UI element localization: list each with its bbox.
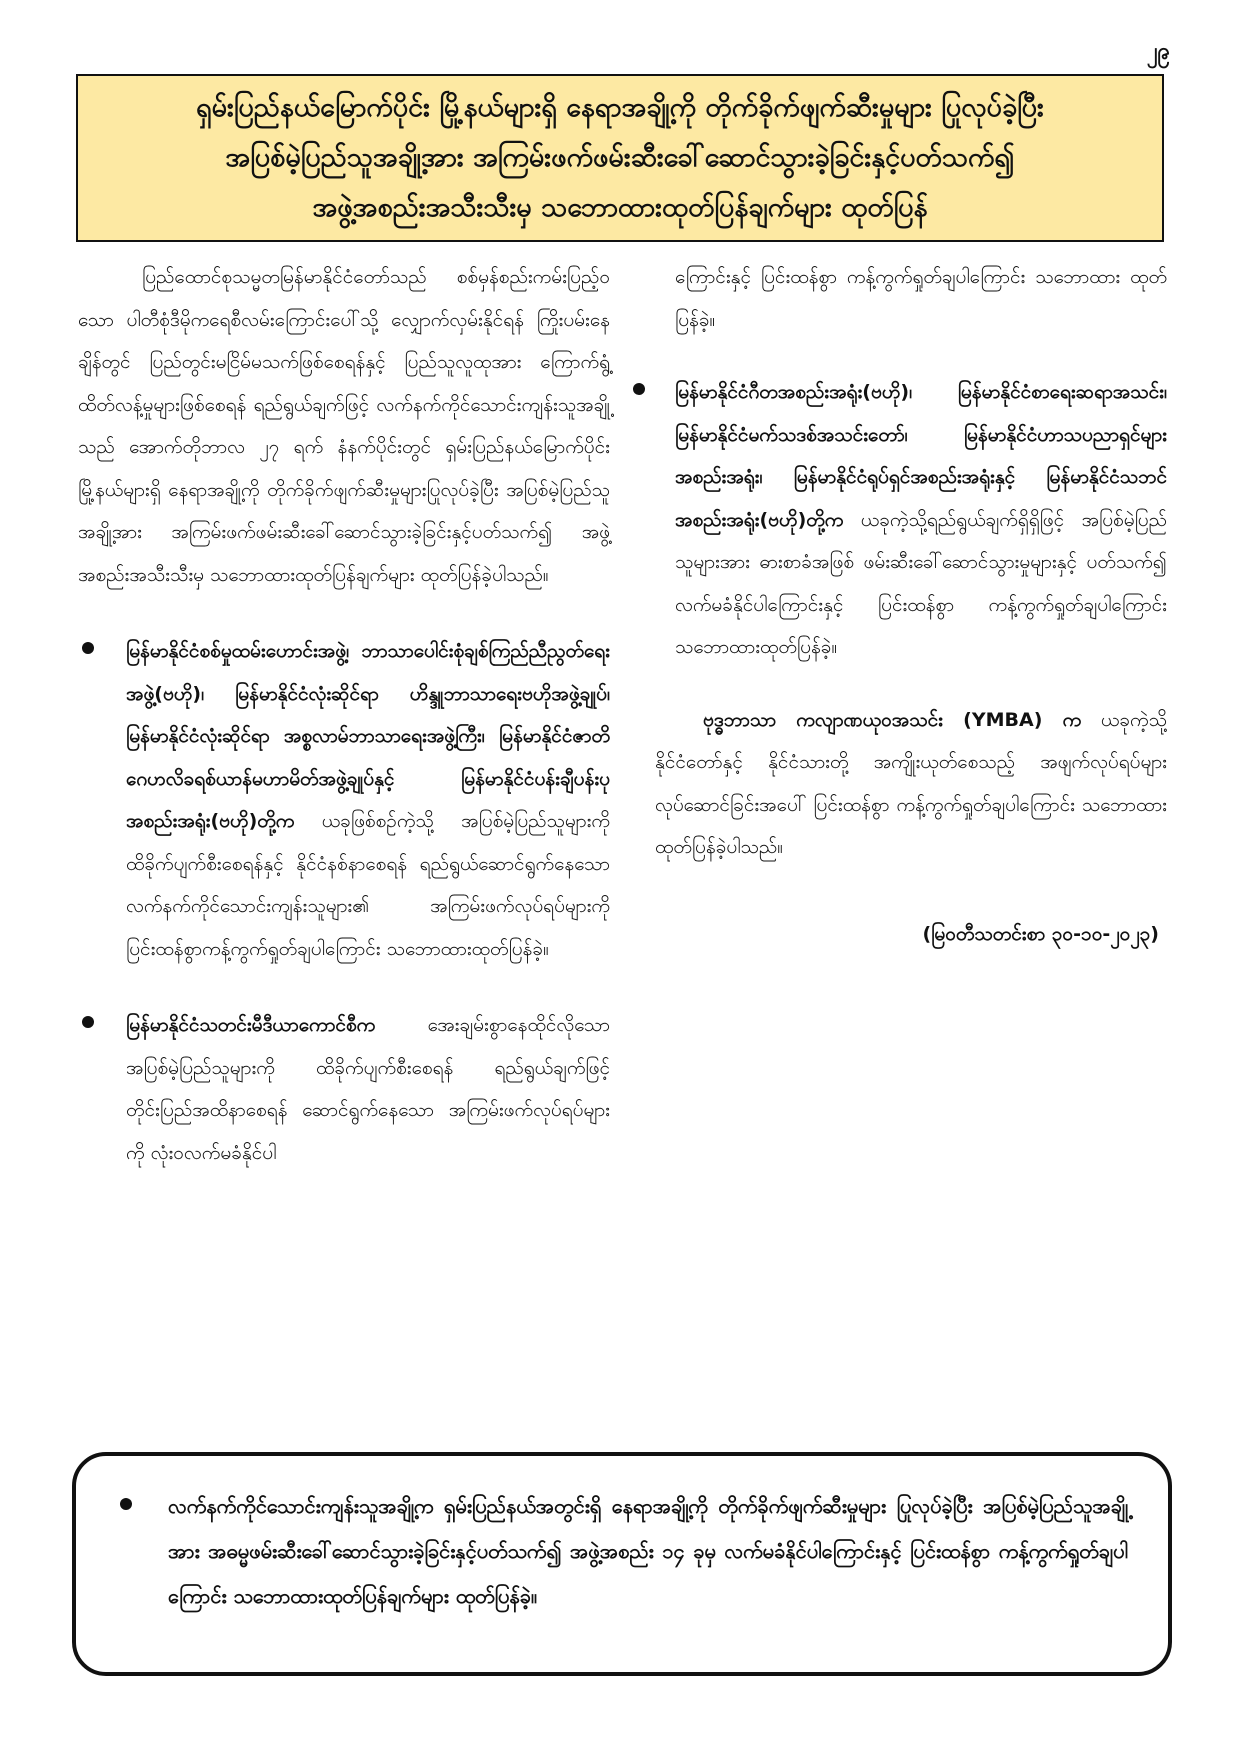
intro-paragraph: ပြည်ထောင်စုသမ္မတမြန်မာနိုင်ငံတော်သည် စစ်မှန်စည်းကမ်းပြည့်ဝသော ပါတီစုံဒီမိုကရေစီလမ်းကြောင်းပေါ်သို့ လျှောက်လှမ်းနိုင်ရန် ကြိုးပမ်းနေချိန်တွင် ပြည်တွင်းမငြိမ်မသက်ဖြစ်စေရန်နှင့် ပြည်သူလူထုအား ကြောက်ရွံ့ထိတ်လန့်မှုများဖြစ်စေရန် ရည်ရွယ်ချက်ဖြင့် လက်နက်ကိုင်သောင်းကျန်းသူအချို့သည် အောက်တိုဘာလ ၂၇ ရက် နံနက်ပိုင်းတွင် ရှမ်းပြည်နယ်မြောက်ပိုင်း မြို့နယ်များရှိ နေရာအချို့ကို တိုက်ခိုက်ဖျက်ဆီးမှုများပြုလုပ်ခဲ့ပြီး အပြစ်မဲ့ပြည်သူအချို့အား အကြမ်းဖက်ဖမ်းဆီးခေါ်ဆောင်သွားခဲ့ခြင်းနှင့်ပတ်သက်၍ အဖွဲ့အစည်းအသီးသီးမှ သဘောထားထုတ်ပြန်ချက်များ ထုတ်ပြန်ခဲ့ပါသည်။ <box>78 266 610 586</box>
bullet-icon <box>82 642 94 654</box>
continued-paragraph: ကြောင်းနှင့် ပြင်းထန်စွာ ကန့်ကွက်ရှုတ်ချပါကြောင်း သဘောထား ထုတ်ပြန်ခဲ့။ <box>675 266 1167 331</box>
summary-text: လက်နက်ကိုင်သောင်းကျန်းသူအချို့က ရှမ်းပြည်နယ်အတွင်းရှိ နေရာအချို့ကို တိုက်ခိုက်ဖျက်ဆီးမှုများ ပြုလုပ်ခဲ့ပြီး အပြစ်မဲ့ပြည်သူအချို့အား အဓမ္မဖမ်းဆီးခေါ်ဆောင်သွားခဲ့ခြင်းနှင့်ပတ်သက်၍ အဖွဲ့အစည်း ၁၄ ခုမှ လက်မခံနိုင်ပါကြောင်းနှင့် ပြင်းထန်စွာ ကန့်ကွက်ရှုတ်ချပါကြောင်း သဘောထားထုတ်ပြန်ချက်များ ထုတ်ပြန်ခဲ့။ <box>168 1494 1128 1608</box>
organization-name: ဗုဒ္ဓဘာသာ ကလျာဏယုဝအသင်း (YMBA) က <box>703 708 1082 731</box>
statement-item <box>655 371 1167 669</box>
organizations-names: မြန်မာနိုင်ငံသတင်းမီဒီယာကောင်စီက <box>126 1014 376 1036</box>
headline-line-2: အပြစ်မဲ့ပြည်သူအချို့အား အကြမ်းဖက်ဖမ်းဆီးခေါ်ဆောင်သွားခဲ့ခြင်းနှင့်ပတ်သက်၍ <box>225 142 1015 173</box>
statement-paragraph <box>675 371 1167 669</box>
statement-text: အေးချမ်းစွာနေထိုင်လိုသော အပြစ်မဲ့ပြည်သူများကို ထိခိုက်ပျက်စီးစေရန် ရည်ရွယ်ချက်ဖြင့် တိုင်းပြည်အထိနာစေရန် ဆောင်ရွက်နေသော အကြမ်းဖက်လုပ်ရပ်များကို လုံးဝလက်မခံနိုင်ပါ <box>126 1014 610 1164</box>
right-column <box>655 256 1167 955</box>
headline-box <box>76 74 1164 242</box>
statement-text: ယခုကဲ့သို့ နိုင်ငံတော်နှင့် နိုင်ငံသားတို့ အကျိုးယုတ်စေသည့် အဖျက်လုပ်ရပ်များ လုပ်ဆောင်ခြင်းအပေါ် ပြင်းထန်စွာ ကန့်ကွက်ရှုတ်ချပါကြောင်း သဘောထားထုတ်ပြန်ခဲ့ပါသည်။ <box>655 708 1167 858</box>
statement-item <box>78 1004 610 1174</box>
organizations-names: မြန်မာနိုင်ငံစစ်မှုထမ်းဟောင်းအဖွဲ့၊ ဘာသာပေါင်းစုံချစ်ကြည်ညီညွတ်ရေးအဖွဲ့(ဗဟို)၊ မြန်မာနိုင်ငံလုံးဆိုင်ရာ ဟိန္ဒူဘာသာရေးဗဟိုအဖွဲ့ချုပ်၊ မြန်မာနိုင်ငံလုံးဆိုင်ရာ အစ္စလာမ်ဘာသာရေးအဖွဲ့ကြီး၊ မြန်မာနိုင်ငံဇာတိဂေဟလိခရစ်ယာန်မဟာမိတ်အဖွဲ့ချုပ်နှင့် မြန်မာနိုင်ငံပန်းချီပန်းပုအစည်းအရုံး(ဗဟို)တို့က <box>126 640 610 832</box>
source-citation: (မြဝတီသတင်းစာ ၃၀-၁၀-၂၀၂၃) <box>922 922 1159 945</box>
statement-text: ယခုကဲ့သို့ရည်ရွယ်ချက်ရှိရှိဖြင့် အပြစ်မဲ့ပြည်သူများအား ဓားစာခံအဖြစ် ဖမ်းဆီးခေါ်ဆောင်သွားမှုများနှင့် ပတ်သက်၍ လက်မခံနိုင်ပါကြောင်းနှင့် ပြင်းထန်စွာ ကန့်ကွက်ရှုတ်ချပါကြောင်း သဘောထားထုတ်ပြန်ခဲ့။ <box>675 508 1167 658</box>
statement-paragraph <box>126 630 610 970</box>
organizations-names: မြန်မာနိုင်ငံဂီတအစည်းအရုံး(ဗဟို)၊ မြန်မာနိုင်ငံစာရေးဆရာအသင်း၊ မြန်မာနိုင်ငံမက်သဒစ်အသင်းတော်၊ မြန်မာနိုင်ငံဟာသပညာရှင်များအစည်းအရုံး၊ မြန်မာနိုင်ငံရုပ်ရှင်အစည်းအရုံးနှင့် မြန်မာနိုင်ငံသဘင်အစည်းအရုံး(ဗဟို)တို့က <box>675 381 1167 531</box>
bullet-icon <box>633 383 645 395</box>
summary-box <box>72 1452 1172 1676</box>
statement-item <box>78 630 610 970</box>
left-column <box>78 256 610 1174</box>
page-number: ၂၉ <box>1146 39 1170 64</box>
statement-text: ယခုဖြစ်စဉ်ကဲ့သို့ အပြစ်မဲ့ပြည်သူများကို ထိခိုက်ပျက်စီးစေရန်နှင့် နိုင်ငံနစ်နာစေရန် ရည်ရွယ်ဆောင်ရွက်နေသော လက်နက်ကိုင်သောင်းကျန်းသူများ၏ အကြမ်းဖက်လုပ်ရပ်များကို ပြင်းထန်စွာကန့်ကွက်ရှုတ်ချပါကြောင်း သဘောထားထုတ်ပြန်ခဲ့။ <box>126 810 610 960</box>
headline-line-1: ရှမ်းပြည်နယ်မြောက်ပိုင်း မြို့နယ်များရှိ နေရာအချို့ကို တိုက်ခိုက်ဖျက်ဆီးမှုများ ပြုလုပ်ခဲ့ပြီး <box>196 92 1044 123</box>
bullet-icon <box>82 1016 94 1028</box>
headline-line-3: အဖွဲ့အစည်းအသီးသီးမှ သဘောထားထုတ်ပြန်ချက်များ ထုတ်ပြန် <box>312 192 928 223</box>
statement-paragraph <box>126 1004 610 1174</box>
ymba-paragraph <box>655 699 1167 869</box>
bullet-icon <box>120 1498 132 1510</box>
summary-item <box>116 1484 1128 1619</box>
